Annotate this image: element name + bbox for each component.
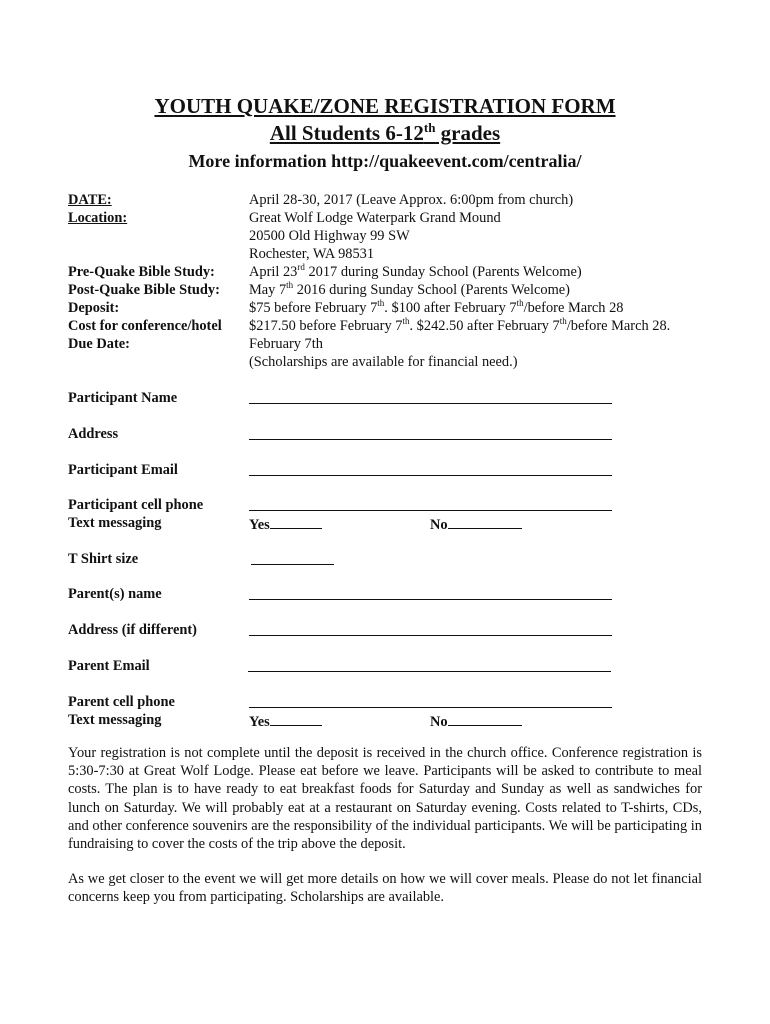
more-info-line: More information http://quakeevent.com/centralia/ xyxy=(188,151,582,171)
pre-quake-text-end: 2017 during Sunday School (Parents Welcome) xyxy=(304,264,582,280)
location-line-2: 20500 Old Highway 99 SW xyxy=(249,228,410,244)
parent-text-messaging-label: Text messaging xyxy=(68,712,162,728)
parent-no-blank[interactable] xyxy=(448,711,522,726)
deposit-sup-2: th xyxy=(516,298,524,309)
grade-heading xyxy=(0,121,770,145)
yes-label: Yes xyxy=(249,517,270,533)
text-messaging-label: Text messaging xyxy=(68,515,162,531)
cost-sup-2: th xyxy=(559,316,567,327)
post-quake-sup: th xyxy=(286,280,294,291)
no-blank[interactable] xyxy=(448,514,522,529)
post-quake-value xyxy=(249,281,570,299)
form-title: YOUTH QUAKE/ZONE REGISTRATION FORM xyxy=(154,94,616,118)
closing-paragraph: As we get closer to the event we will get more details on how we will cover meals. Please do not let financial concerns keep you from participating. Scholarships are available. xyxy=(68,871,702,906)
participant-text-no[interactable] xyxy=(430,514,522,534)
parent-yes-blank[interactable] xyxy=(270,711,322,726)
tshirt-size-label: T Shirt size xyxy=(68,551,139,567)
address-if-different-field[interactable] xyxy=(249,635,612,636)
participant-name-label: Participant Name xyxy=(68,390,178,406)
cost-sup-1: th xyxy=(402,316,410,327)
post-quake-text-end: 2016 during Sunday School (Parents Welcome) xyxy=(293,282,570,298)
parent-cell-label: Parent cell phone xyxy=(68,694,175,710)
participant-cell-label: Participant cell phone xyxy=(68,497,204,513)
cost-text-c: /before March 28. xyxy=(566,318,671,334)
tshirt-size-field[interactable] xyxy=(251,564,334,565)
cost-label: Cost for conference/hotel xyxy=(68,318,222,334)
deposit-value xyxy=(249,299,624,317)
parent-text-no[interactable] xyxy=(430,711,522,731)
parent-yes-label: Yes xyxy=(249,714,270,730)
grade-heading-text: All Students 6-12 xyxy=(269,121,424,145)
parent-name-field[interactable] xyxy=(249,599,612,600)
participant-email-label: Participant Email xyxy=(68,462,178,478)
date-value: April 28-30, 2017 (Leave Approx. 6:00pm from church) xyxy=(249,192,574,208)
parent-email-label: Parent Email xyxy=(68,658,150,674)
deposit-text-c: /before March 28 xyxy=(523,300,624,316)
participant-email-field[interactable] xyxy=(249,475,612,476)
cost-text-a: $217.50 before February 7 xyxy=(249,318,403,334)
parent-email-field[interactable] xyxy=(248,671,611,672)
yes-blank[interactable] xyxy=(270,514,322,529)
grade-heading-suffix: grades xyxy=(435,121,501,145)
deposit-label: Deposit: xyxy=(68,300,120,316)
location-line-1: Great Wolf Lodge Waterpark Grand Mound xyxy=(249,210,501,226)
parent-no-label: No xyxy=(430,714,448,730)
deposit-sup-1: th xyxy=(377,298,385,309)
due-date-label: Due Date: xyxy=(68,336,130,352)
parent-cell-field[interactable] xyxy=(249,707,612,708)
date-label: DATE: xyxy=(68,192,112,208)
address-label: Address xyxy=(68,426,119,442)
deposit-text-b: . $100 after February 7 xyxy=(384,300,517,316)
location-line-3: Rochester, WA 98531 xyxy=(249,246,375,262)
parent-name-label: Parent(s) name xyxy=(68,586,162,602)
pre-quake-text: April 23 xyxy=(249,264,298,280)
address-if-different-label: Address (if different) xyxy=(68,622,197,638)
pre-quake-label: Pre-Quake Bible Study: xyxy=(68,264,215,280)
participant-cell-field[interactable] xyxy=(249,510,612,511)
participant-text-yes[interactable] xyxy=(249,514,322,534)
registration-paragraph: Your registration is not complete until the deposit is received in the church office. Conference registration is 5:30-7:30 at Great Wolf Lodge. Please eat before we leave. Participants will be asked to contribute to meal costs. The plan is to have ready to eat breakfast foods for Saturday and Sunday as well as sandwiches for lunch on Saturday. We will probably eat at a restaurant on Saturday evening. Costs related to T-shirts, CDs, and other conference souvenirs are the responsibility of the individual participants. We will be participating in fundraising to cover the costs of the trip above the deposit. xyxy=(68,745,702,853)
grade-heading-sup: th xyxy=(423,120,436,135)
due-date-value: February 7th xyxy=(249,336,323,352)
cost-text-b: . $242.50 after February 7 xyxy=(409,318,560,334)
scholarship-note: (Scholarships are available for financial need.) xyxy=(249,354,518,370)
deposit-text-a: $75 before February 7 xyxy=(249,300,378,316)
pre-quake-sup: rd xyxy=(297,262,305,273)
participant-name-field[interactable] xyxy=(249,403,612,404)
no-label: No xyxy=(430,517,448,533)
location-label: Location: xyxy=(68,210,128,226)
address-field[interactable] xyxy=(249,439,612,440)
post-quake-label: Post-Quake Bible Study: xyxy=(68,282,220,298)
parent-text-yes[interactable] xyxy=(249,711,322,731)
cost-value xyxy=(249,317,670,335)
pre-quake-value xyxy=(249,263,582,281)
post-quake-text: May 7 xyxy=(249,282,287,298)
